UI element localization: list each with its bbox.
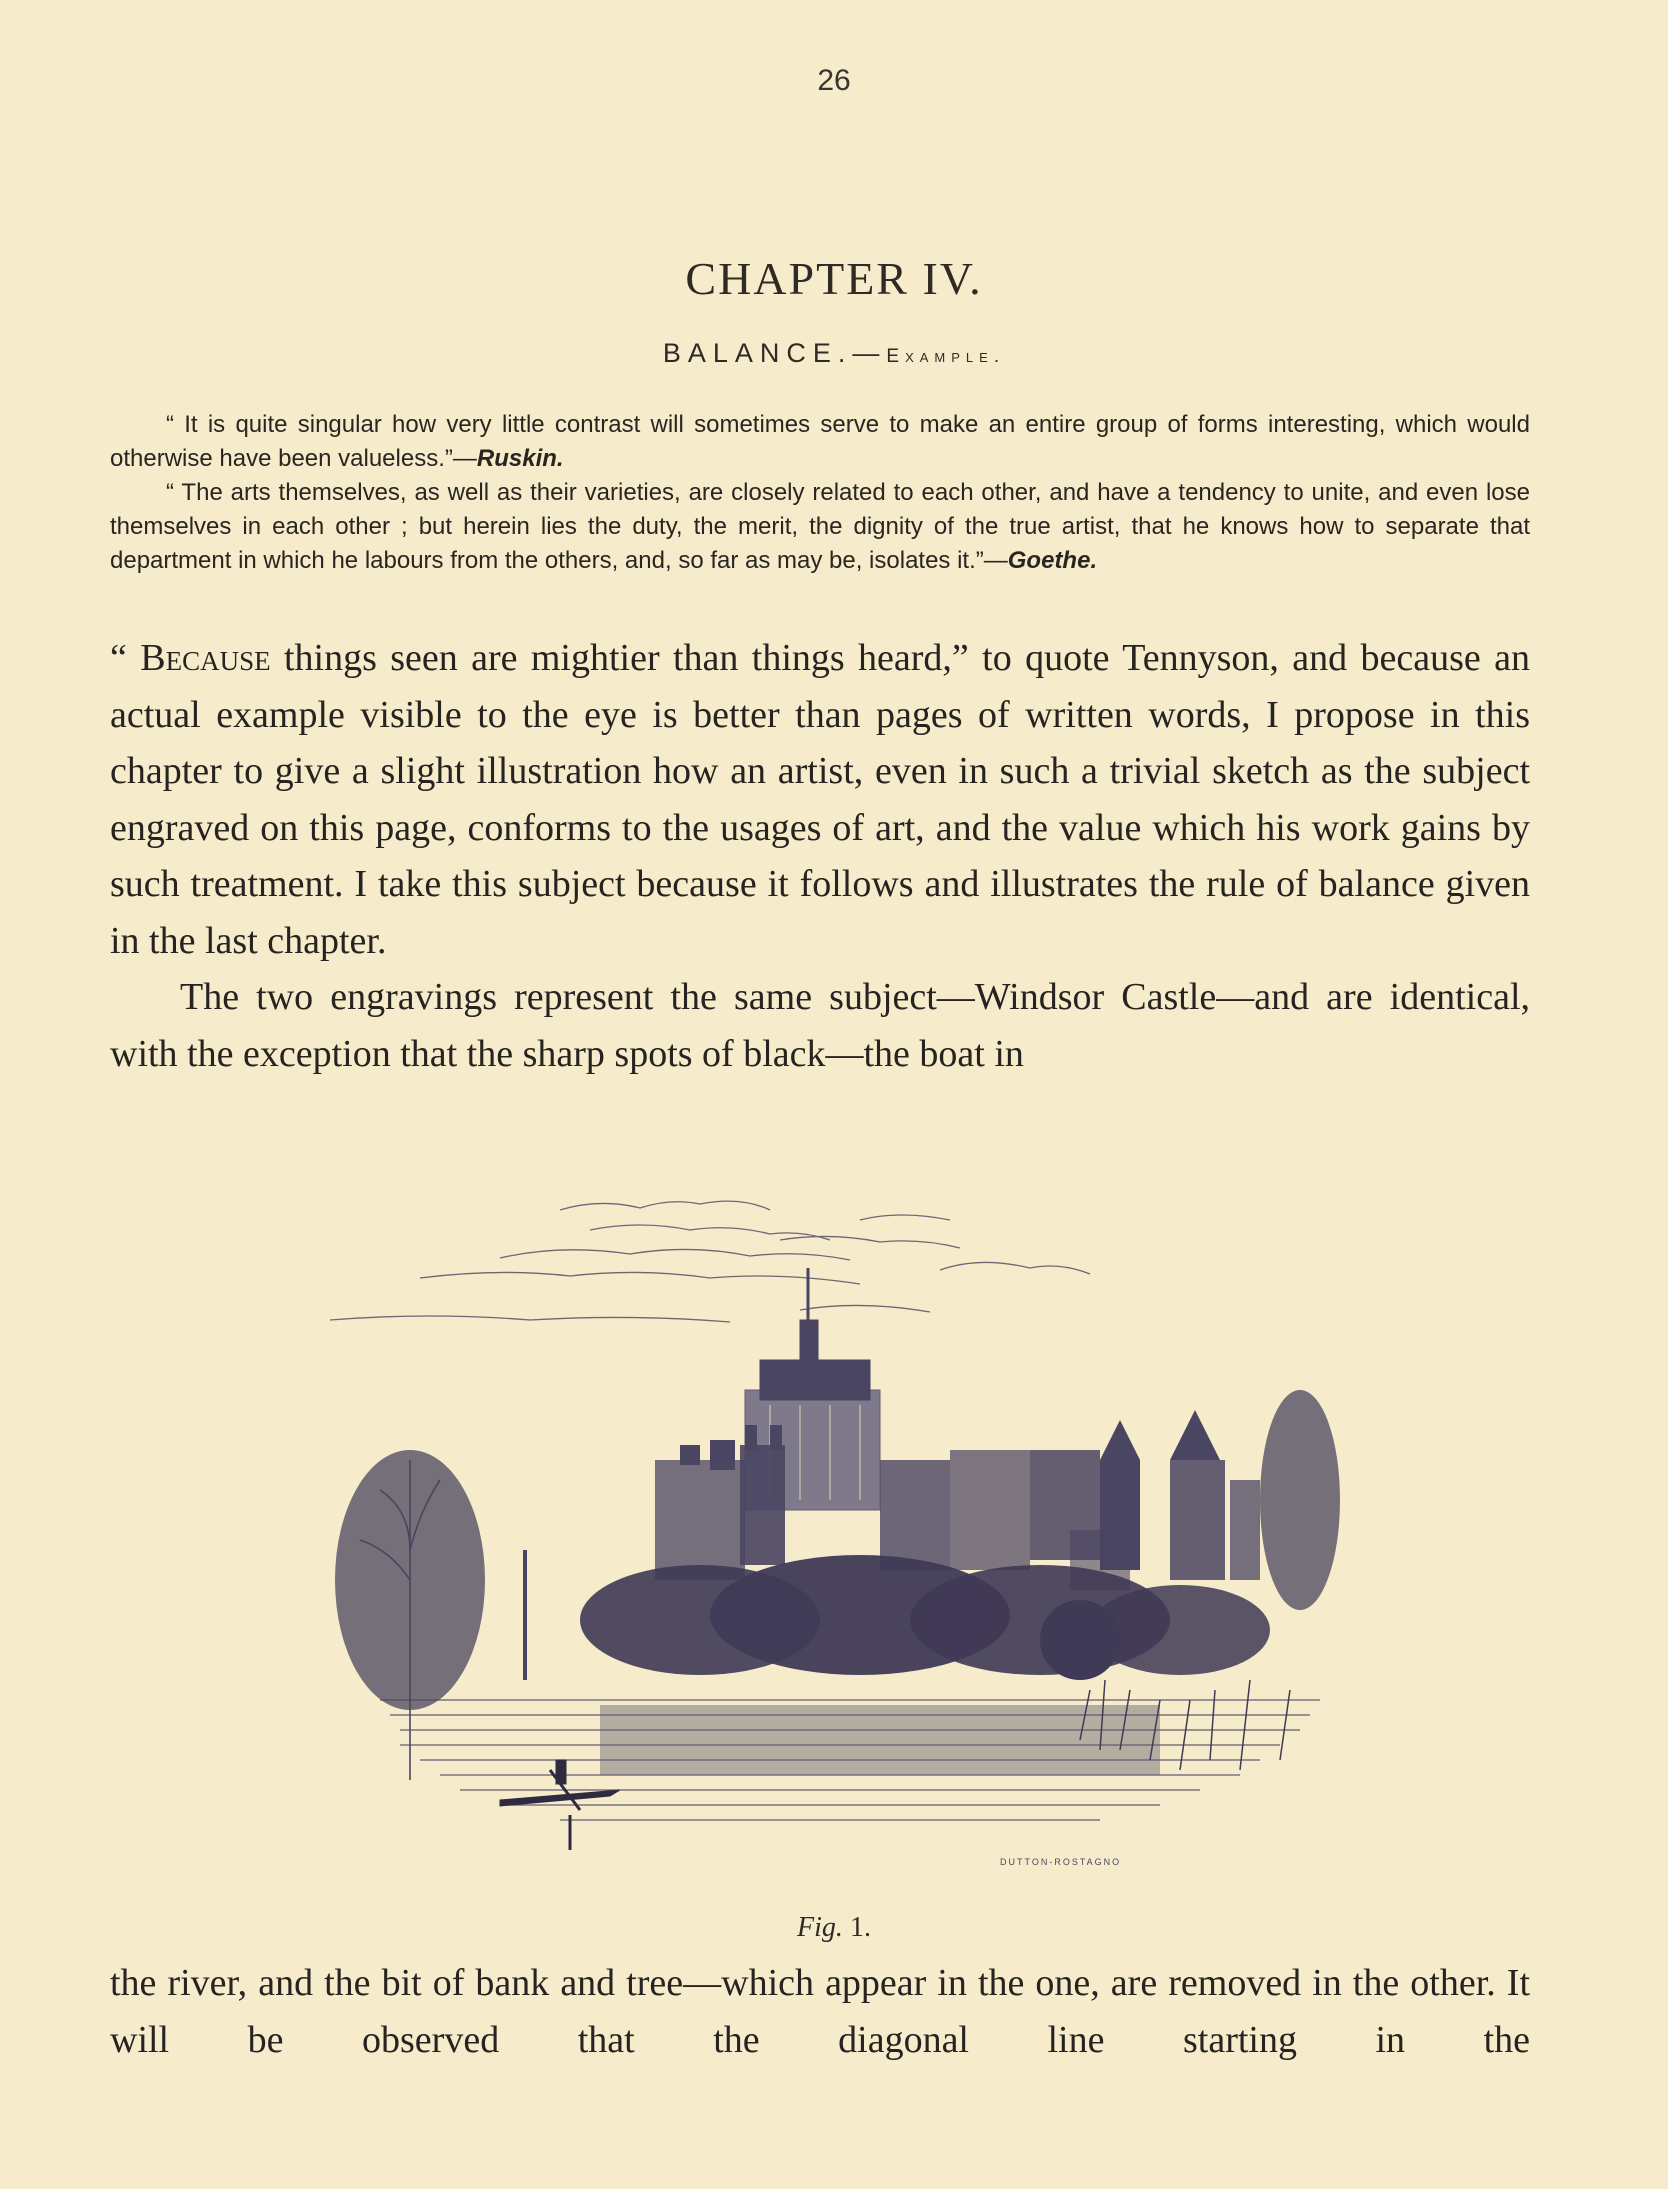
- section-title-sub: Example.: [886, 346, 1006, 367]
- engraver-credit: DUTTON-ROSTAGNO: [1000, 1857, 1122, 1867]
- castle-walls: [655, 1410, 1260, 1590]
- epigraph-text: “ The arts themselves, as well as their varieties, are closely related to each other, and have a tendency to unite, and even lose themselves in each other ; but herein lies the duty, the merit, the dignity of the true artist, that he knows how to separate that department in which he labours from the others, and, so far as may be, isolates it.”—: [110, 479, 1530, 574]
- paragraph-lead: “ Because: [110, 637, 271, 679]
- body-text-bottom: [110, 1955, 1530, 2068]
- epigraph-attribution: Ruskin.: [476, 445, 564, 472]
- epigraph-attribution: Goethe.: [1007, 547, 1098, 574]
- caption-label: Fig.: [797, 1912, 843, 1943]
- caption-number: 1.: [849, 1912, 871, 1943]
- epigraph-ruskin: [110, 408, 1530, 476]
- section-title: [0, 338, 1668, 369]
- epigraph-goethe: [110, 476, 1530, 578]
- page-number: 26: [817, 64, 851, 97]
- paragraph-2: The two engravings represent the same subject—Windsor Castle—and are identical, with the exception that the sharp spots of black—the boat in: [110, 976, 1530, 1075]
- epigraph-text: “ It is quite singular how very little contrast will sometimes serve to make an entire group of forms interesting, which would otherwise have been valueless.”—: [110, 411, 1530, 472]
- epigraphs: [110, 408, 1530, 578]
- figure-caption: [0, 1912, 1668, 1944]
- sky-clouds: [330, 1201, 1090, 1322]
- section-title-main: BALANCE.—: [662, 338, 887, 368]
- windsor-castle-engraving: [300, 1160, 1360, 1900]
- paragraph-text: things seen are mightier than things heard,” to quote Tennyson, and because an actual example visible to the eye is better than pages of written words, I propose in this chapter to give a slight illustration how an artist, even in such a trivial sketch as the subject engraved on this page, conforms to the usages of art, and the value which his work gains by such treatment. I take this subject because it follows and illustrates the rule of balance given in the last chapter.: [110, 637, 1530, 962]
- engraving-figure: [300, 1160, 1360, 1900]
- paragraph-1: [110, 630, 1530, 969]
- chapter-title: CHAPTER IV.: [685, 253, 983, 304]
- paragraph-3: the river, and the bit of bank and tree—which appear in the one, are removed in the other. It will be observed that the diagonal line starting in the: [110, 1962, 1530, 2061]
- body-text-top: [110, 630, 1530, 1082]
